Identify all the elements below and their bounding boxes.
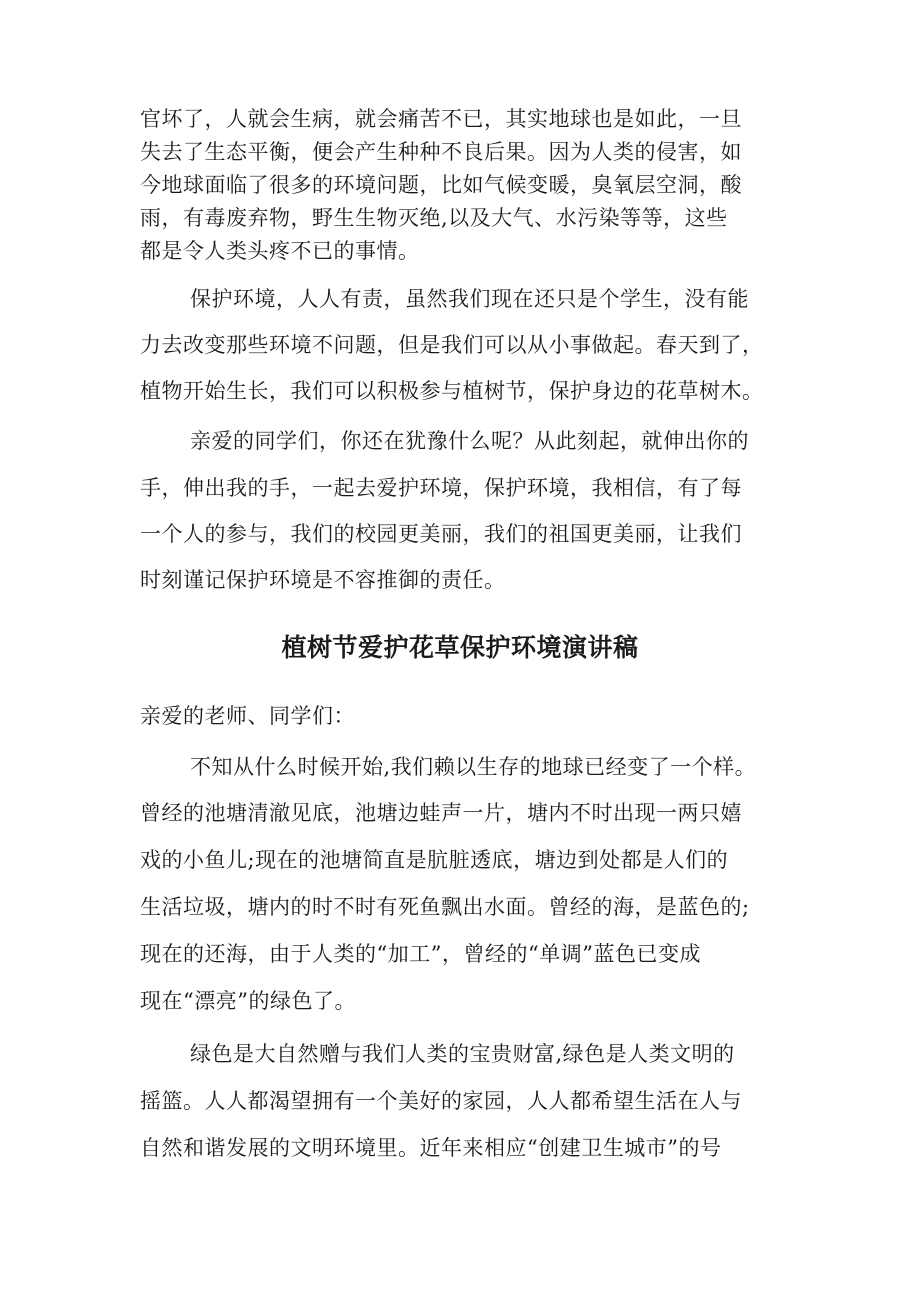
- paragraph-1-line-1: 官坏了，人就会生病，就会痛苦不已，其实地球也是如此，一旦: [140, 107, 742, 131]
- paragraph-3-line-4: 时刻谨记保护环境是不容推御的责任。: [140, 568, 506, 592]
- paragraph-5-line-2: 摇篮。人人都渴望拥有一个美好的家园，人人都希望生活在人与: [140, 1089, 742, 1113]
- paragraph-1-line-2: 失去了生态平衡，便会产生种种不良后果。因为人类的侵害，如: [140, 140, 742, 164]
- paragraph-4-line-6: 现在“漂亮”的绿色了。: [140, 989, 356, 1013]
- speech-title: 植树节爱护花草保护环境演讲稿: [281, 633, 639, 662]
- paragraph-1-line-3: 今地球面临了很多的环境问题，比如气候变暖，臭氧层空洞，酸: [140, 173, 742, 197]
- paragraph-3-line-1: 亲爱的同学们，你还在犹豫什么呢？从此刻起，就伸出你的: [190, 429, 749, 453]
- paragraph-3-line-3: 一个人的参与，我们的校园更美丽，我们的祖国更美丽，让我们: [140, 522, 742, 546]
- paragraph-5-line-3: 自然和谐发展的文明环境里。近年来相应“创建卫生城市”的号: [140, 1136, 722, 1160]
- paragraph-1-line-4: 雨，有毒废弃物，野生生物灭绝,以及大气、水污染等等，这些: [140, 206, 728, 230]
- paragraph-1-line-5: 都是令人类头疼不已的事情。: [140, 239, 420, 263]
- paragraph-5-line-1: 绿色是大自然赠与我们人类的宝贵财富,绿色是人类文明的: [190, 1042, 735, 1066]
- paragraph-4-line-4: 生活垃圾，塘内的时不时有死鱼飘出水面。曾经的海，是蓝色的;: [140, 895, 750, 919]
- paragraph-2-line-1: 保护环境，人人有责，虽然我们现在还只是个学生，没有能: [190, 287, 749, 311]
- paragraph-3-line-2: 手，伸出我的手，一起去爱护环境，保护环境，我相信，有了每: [140, 476, 742, 500]
- paragraph-2-line-2: 力去改变那些环境不问题，但是我们可以从小事做起。春天到了，: [140, 333, 764, 357]
- paragraph-4-line-1: 不知从什么时候开始,我们赖以生存的地球已经变了一个样。: [190, 755, 757, 779]
- greeting: 亲爱的老师、同学们：: [140, 704, 355, 728]
- paragraph-4-line-3: 戏的小鱼儿;现在的池塘简直是肮脏透底，塘边到处都是人们的: [140, 848, 729, 872]
- paragraph-4-line-2: 曾经的池塘清澈见底，池塘边蛙声一片，塘内不时出现一两只嬉: [140, 801, 742, 825]
- paragraph-2-line-3: 植物开始生长，我们可以积极参与植树节，保护身边的花草树木。: [140, 379, 764, 403]
- paragraph-4-line-5: 现在的还海，由于人类的“加工”，曾经的“单调”蓝色已变成: [140, 942, 701, 966]
